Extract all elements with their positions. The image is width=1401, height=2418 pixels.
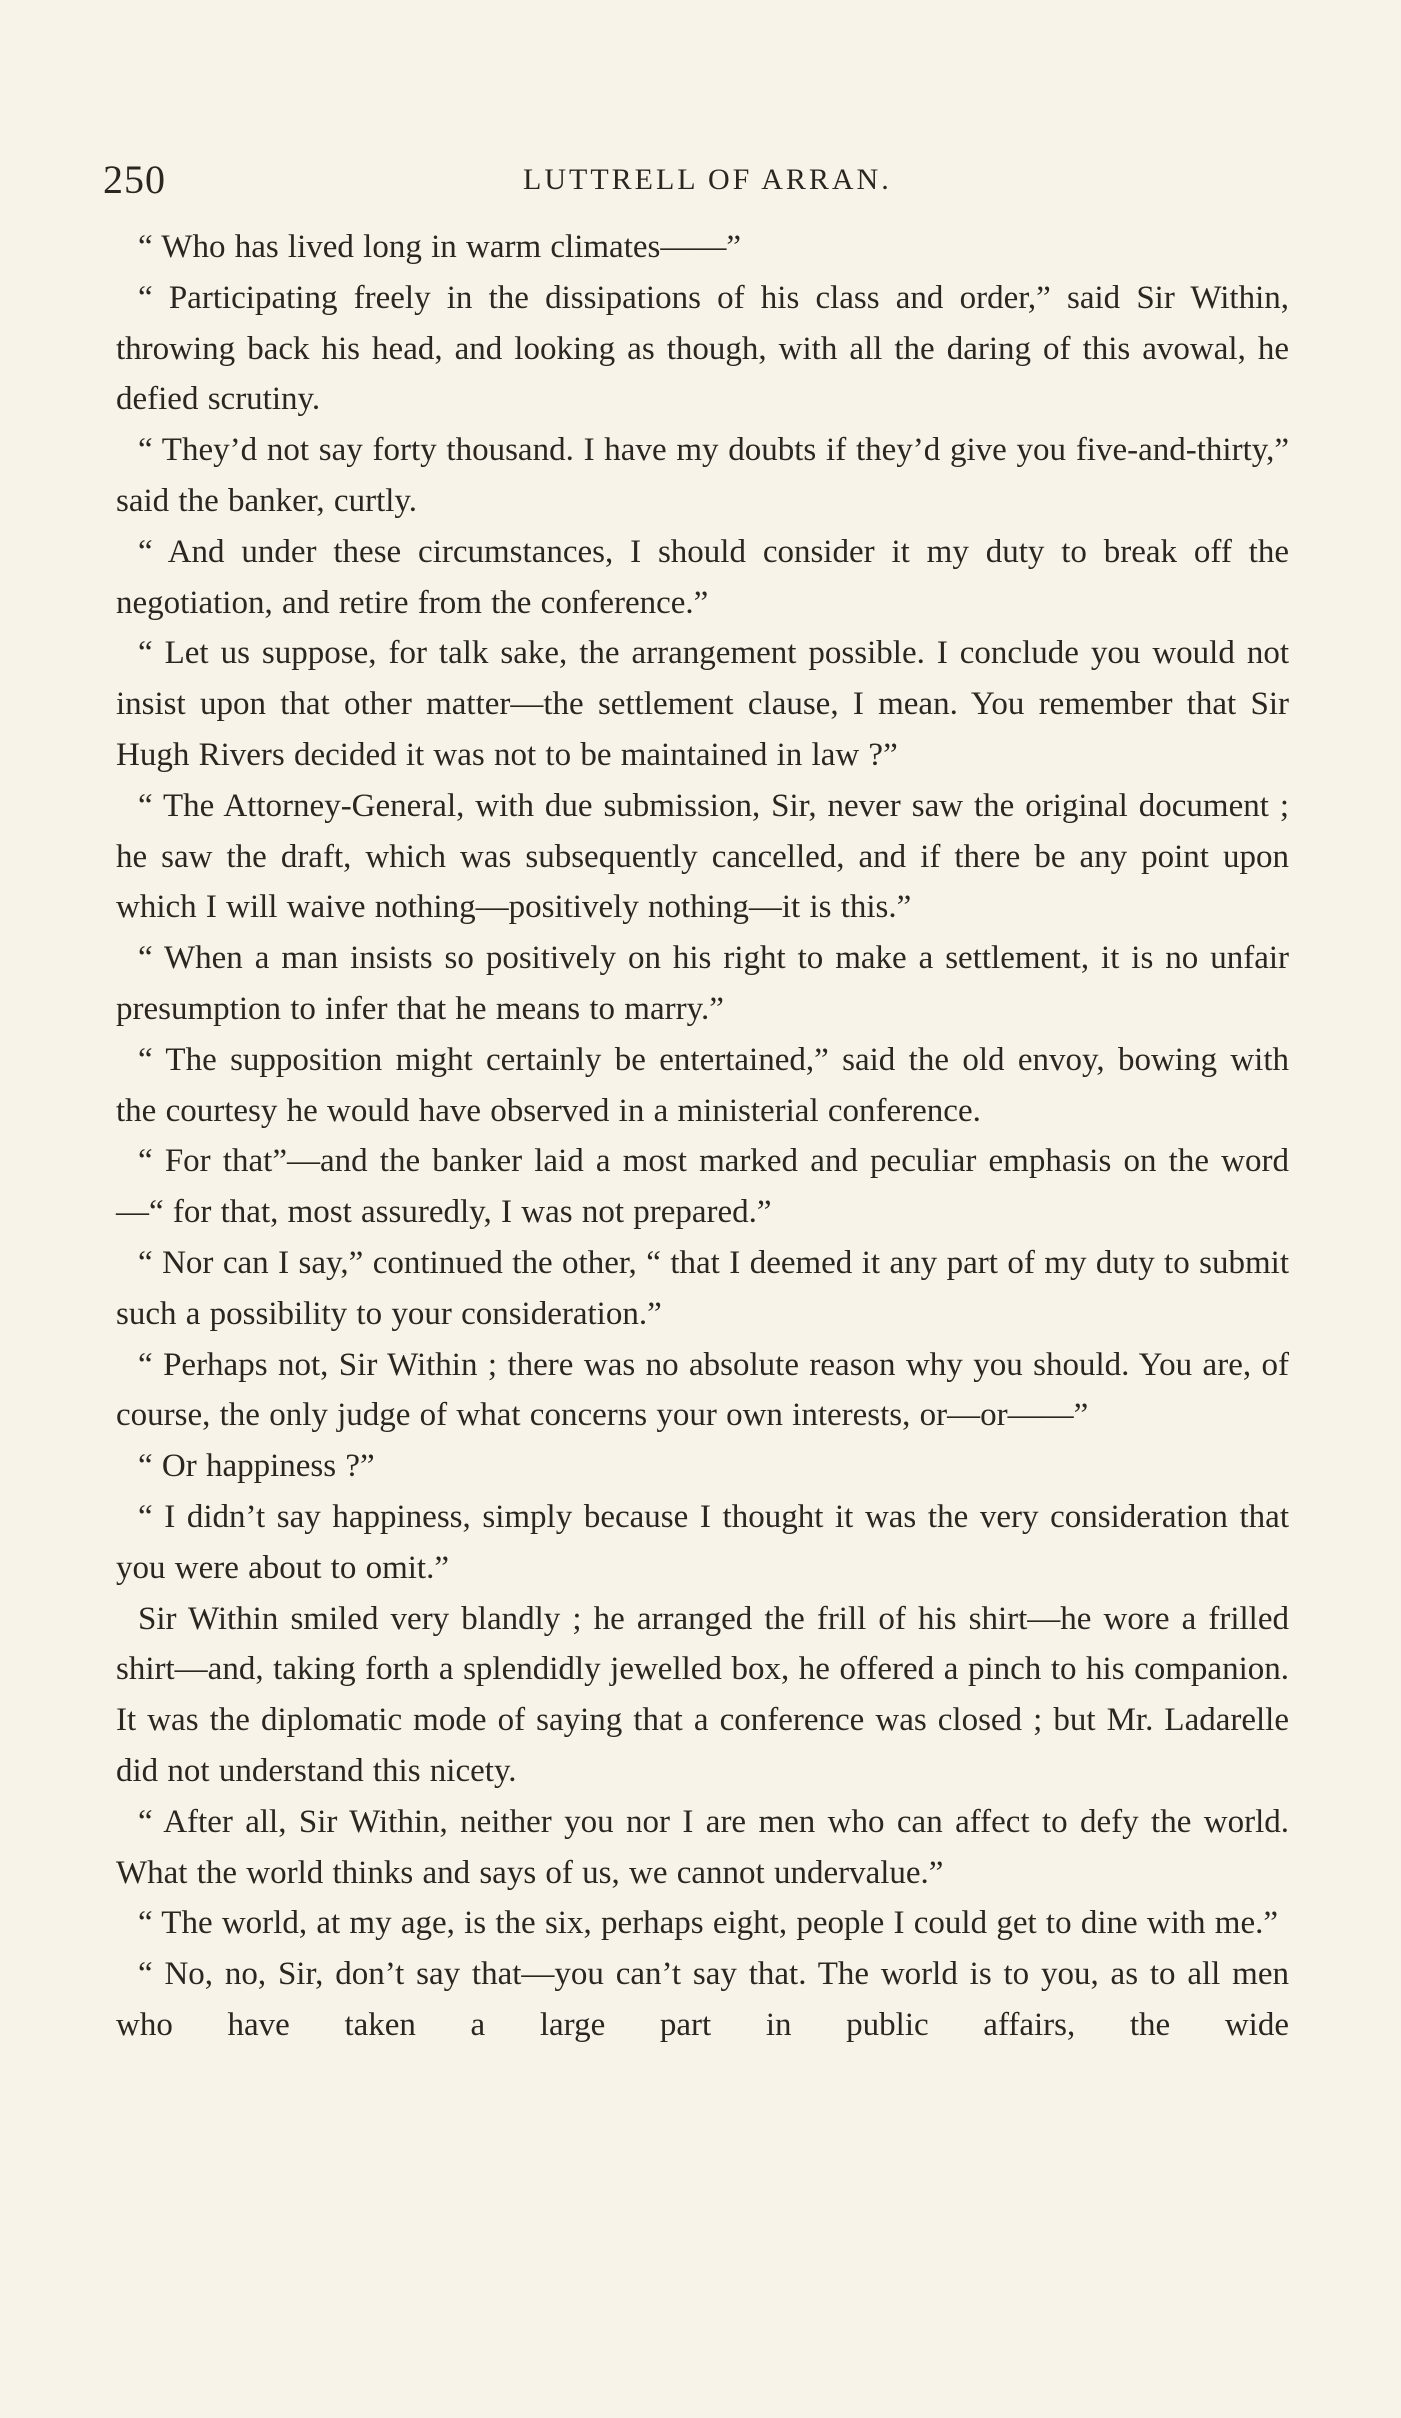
paragraph-17: “ No, no, Sir, don’t say that—you can’t say that. The world is to you, as to all men who have taken a large part in public affairs, the wide — [116, 1956, 1289, 2043]
running-title: LUTTRELL OF ARRAN. — [523, 163, 892, 196]
paragraph-13: “ I didn’t say happiness, simply because I thought it was the very consideration that you were about to omit.” — [116, 1498, 1289, 1586]
body-text — [116, 222, 1289, 2051]
paragraph-15: “ After all, Sir Within, neither you nor I are men who can affect to defy the world. What the world thinks and says of us, we cannot undervalue.” — [116, 1803, 1289, 1891]
paragraph-2: “ Participating freely in the dissipations of his class and order,” said Sir Within, throwing back his head, and looking as though, with all the daring of this avowal, he defied scrutiny. — [116, 279, 1289, 418]
paragraph-3: “ They’d not say forty thousand. I have my doubts if they’d give you five-and-thirty,” said the banker, curtly. — [116, 432, 1289, 519]
page-number: 250 — [103, 157, 166, 202]
paragraph-6: “ The Attorney-General, with due submission, Sir, never saw the original document ; he saw the draft, which was subsequently cancelled, and if there be any point upon which I will waive nothing—positively nothing—it is this.” — [116, 787, 1289, 926]
paragraph-14: Sir Within smiled very blandly ; he arranged the frill of his shirt—he wore a frilled shirt—and, taking forth a splendidly jewelled box, he offered a pinch to his companion. It was the diplomatic mode of saying that a conference was closed ; but Mr. Ladarelle did not understand this nicety. — [116, 1600, 1289, 1789]
paragraph-7: “ When a man insists so positively on his right to make a settlement, it is no unfair presumption to infer that he means to marry.” — [116, 940, 1289, 1027]
paragraph-9: “ For that”—and the banker laid a most marked and peculiar emphasis on the word—“ for that, most assuredly, I was not prepared.” — [116, 1143, 1289, 1231]
running-head — [103, 150, 1298, 210]
paragraph-1: “ Who has lived long in warm climates——” — [138, 229, 741, 265]
paragraph-5: “ Let us suppose, for talk sake, the arrangement possible. I conclude you would not insist upon that other matter—the settlement clause, I mean. You remember that Sir Hugh Rivers decided it was not to be maintained in law ?” — [116, 635, 1289, 773]
paragraph-4: “ And under these circumstances, I should consider it my duty to break off the negotiation, and retire from the conference.” — [116, 533, 1289, 621]
paragraph-12: “ Or happiness ?” — [138, 1448, 375, 1485]
paragraph-8: “ The supposition might certainly be entertained,” said the old envoy, bowing with the courtesy he would have observed in a ministerial conference. — [116, 1041, 1289, 1129]
paragraph-16: “ The world, at my age, is the six, perhaps eight, people I could get to dine with me.” — [138, 1905, 1279, 1942]
paragraph-10: “ Nor can I say,” continued the other, “ that I deemed it any part of my duty to submit such a possibility to your consideration.” — [116, 1244, 1289, 1332]
paragraph-11: “ Perhaps not, Sir Within ; there was no absolute reason why you should. You are, of course, the only judge of what concerns your own interests, or—or——” — [116, 1346, 1289, 1434]
